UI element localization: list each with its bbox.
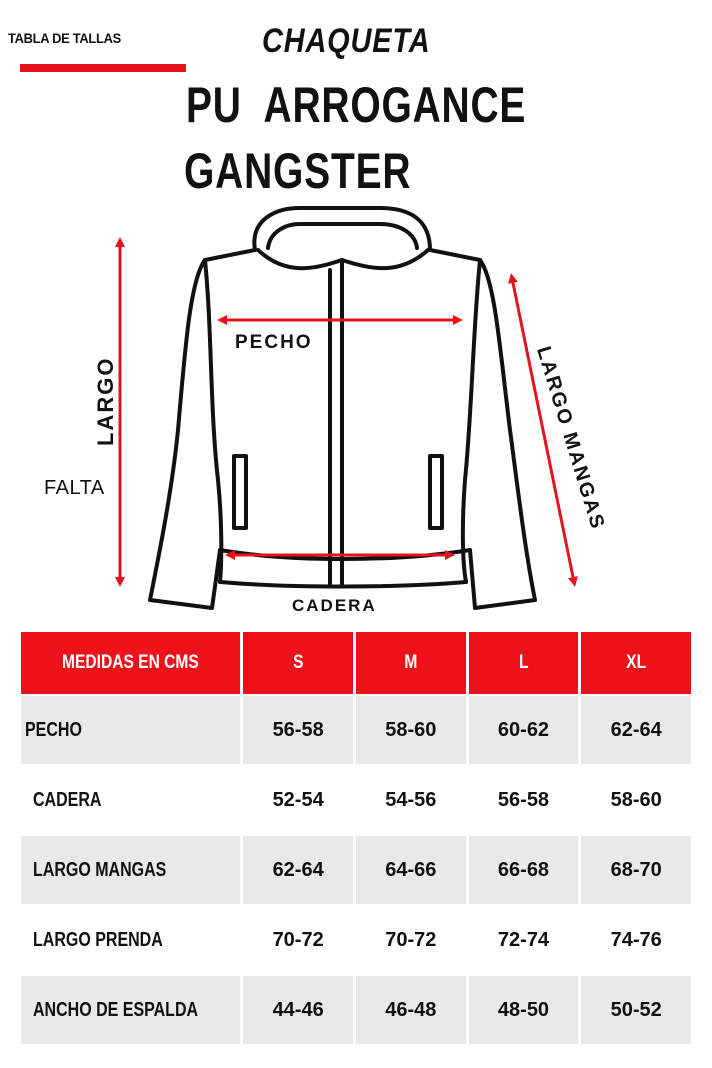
table-row: [21, 976, 691, 1044]
header-size-s: S: [243, 632, 353, 694]
cell: 62-64: [243, 836, 353, 904]
cadera-label: CADERA: [292, 596, 377, 615]
size-chart-tag: TABLA DE TALLAS: [8, 30, 121, 46]
cell: 56-58: [243, 696, 353, 764]
row-label: PECHO: [21, 696, 240, 764]
header-size-l: L: [469, 632, 579, 694]
cell: 46-48: [356, 976, 466, 1044]
cell: 50-52: [581, 976, 691, 1044]
largo-mangas-label: LARGO MANGAS: [532, 343, 609, 533]
cell: 44-46: [243, 976, 353, 1044]
cell: 56-58: [497, 788, 550, 811]
row-label: LARGO MANGAS: [21, 836, 240, 904]
cell: 70-72: [272, 928, 324, 951]
cell: 66-68: [469, 836, 579, 904]
header-measure: MEDIDAS EN CMS: [21, 632, 240, 694]
row-label: CADERA: [33, 788, 102, 811]
right-pocket: [430, 456, 442, 528]
cell: 58-60: [610, 788, 662, 811]
table-row: [21, 906, 691, 974]
red-underline: [20, 64, 186, 72]
falta-label: FALTA: [44, 477, 105, 499]
largo-label: LARGO: [93, 356, 118, 446]
cell: 70-72: [385, 928, 437, 951]
table-row: [21, 836, 691, 904]
cell: 58-60: [356, 696, 466, 764]
cell: 52-54: [272, 788, 324, 811]
left-pocket: [234, 456, 246, 528]
cell: 48-50: [469, 976, 579, 1044]
size-table-header: [21, 632, 691, 694]
header-size-m: M: [356, 632, 466, 694]
cell: 68-70: [581, 836, 691, 904]
cell: 54-56: [385, 788, 437, 811]
header-size-xl: XL: [581, 632, 691, 694]
table-row: [21, 766, 691, 834]
row-label: LARGO PRENDA: [33, 928, 163, 951]
title-line-1: CHAQUETA: [262, 22, 431, 60]
title-line-3: GANGSTER: [184, 143, 412, 199]
cell: 62-64: [581, 696, 691, 764]
title-line-2: PU ARROGANCE: [186, 77, 527, 133]
cell: 72-74: [497, 928, 550, 951]
pecho-label: PECHO: [235, 332, 313, 353]
size-table: [18, 630, 694, 1046]
cell: 74-76: [610, 928, 662, 951]
cell: 60-62: [469, 696, 579, 764]
cell: 64-66: [356, 836, 466, 904]
table-row: [21, 696, 691, 764]
row-label: ANCHO DE ESPALDA: [21, 976, 240, 1044]
